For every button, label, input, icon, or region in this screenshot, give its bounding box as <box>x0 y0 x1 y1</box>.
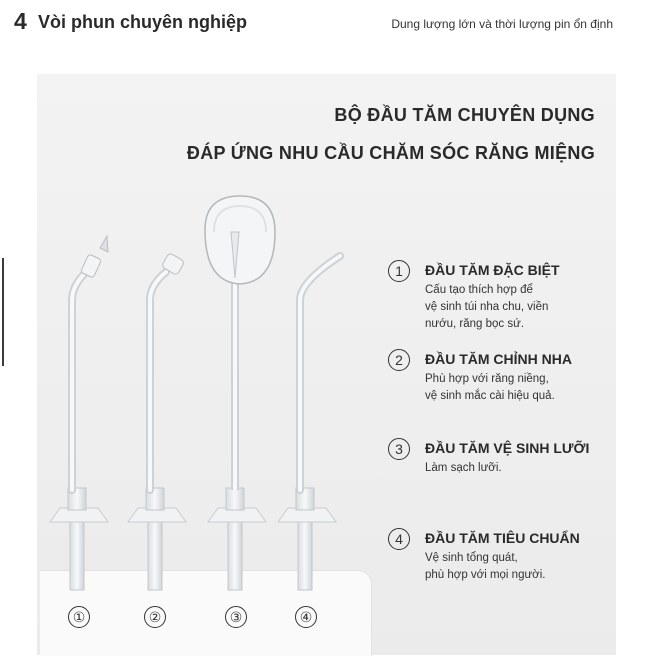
feature-title: ĐẦU TĂM ĐẶC BIỆT <box>425 262 560 278</box>
nozzle-tip-4 <box>278 256 340 590</box>
feature-desc-line: vệ sinh túi nha chu, viền <box>425 301 549 313</box>
nozzle-tip-2 <box>128 253 186 590</box>
tip-label-3: ③ <box>225 606 247 628</box>
main-title-line1: BỘ ĐẦU TĂM CHUYÊN DỤNG <box>334 105 595 125</box>
section-subtitle: Dung lượng lớn và thời lượng pin ổn định <box>391 17 613 31</box>
feature-description <box>425 371 555 405</box>
feature-number: 1 <box>388 260 410 282</box>
feature-title: ĐẦU TĂM TIÊU CHUẨN <box>425 530 580 546</box>
feature-description <box>425 282 548 333</box>
feature-desc-line: phù hợp với mọi người. <box>425 569 546 581</box>
tip-label-4: ④ <box>295 606 317 628</box>
feature-desc-line: Cấu tạo thích hợp để <box>425 284 533 296</box>
feature-number: 4 <box>388 528 410 550</box>
feature-title: ĐẦU TĂM VỆ SINH LƯỠI <box>425 440 590 456</box>
feature-number: 3 <box>388 438 410 460</box>
feature-desc-line: Vệ sinh tổng quát, <box>425 552 518 564</box>
nozzle-tip-3 <box>205 196 275 590</box>
section-title: Vòi phun chuyên nghiệp <box>38 12 247 32</box>
tip-label-1: ① <box>68 606 90 628</box>
feature-title: ĐẦU TĂM CHỈNH NHA <box>425 351 572 367</box>
feature-desc-line: Làm sạch lưỡi. <box>425 462 502 474</box>
feature-desc-line: Phù hợp với răng niềng, <box>425 373 549 385</box>
feature-desc-line: nướu, răng bọc sứ. <box>425 318 525 330</box>
feature-description <box>425 550 545 584</box>
feature-number: 2 <box>388 349 410 371</box>
feature-description <box>425 460 502 477</box>
feature-desc-line: vệ sinh mắc cài hiệu quả. <box>425 390 555 402</box>
main-title-line2: ĐÁP ỨNG NHU CẦU CHĂM SÓC RĂNG MIỆNG <box>186 143 595 163</box>
section-number: 4 <box>14 8 27 34</box>
tip-label-2: ② <box>144 606 166 628</box>
nozzle-tip-1 <box>50 236 108 590</box>
